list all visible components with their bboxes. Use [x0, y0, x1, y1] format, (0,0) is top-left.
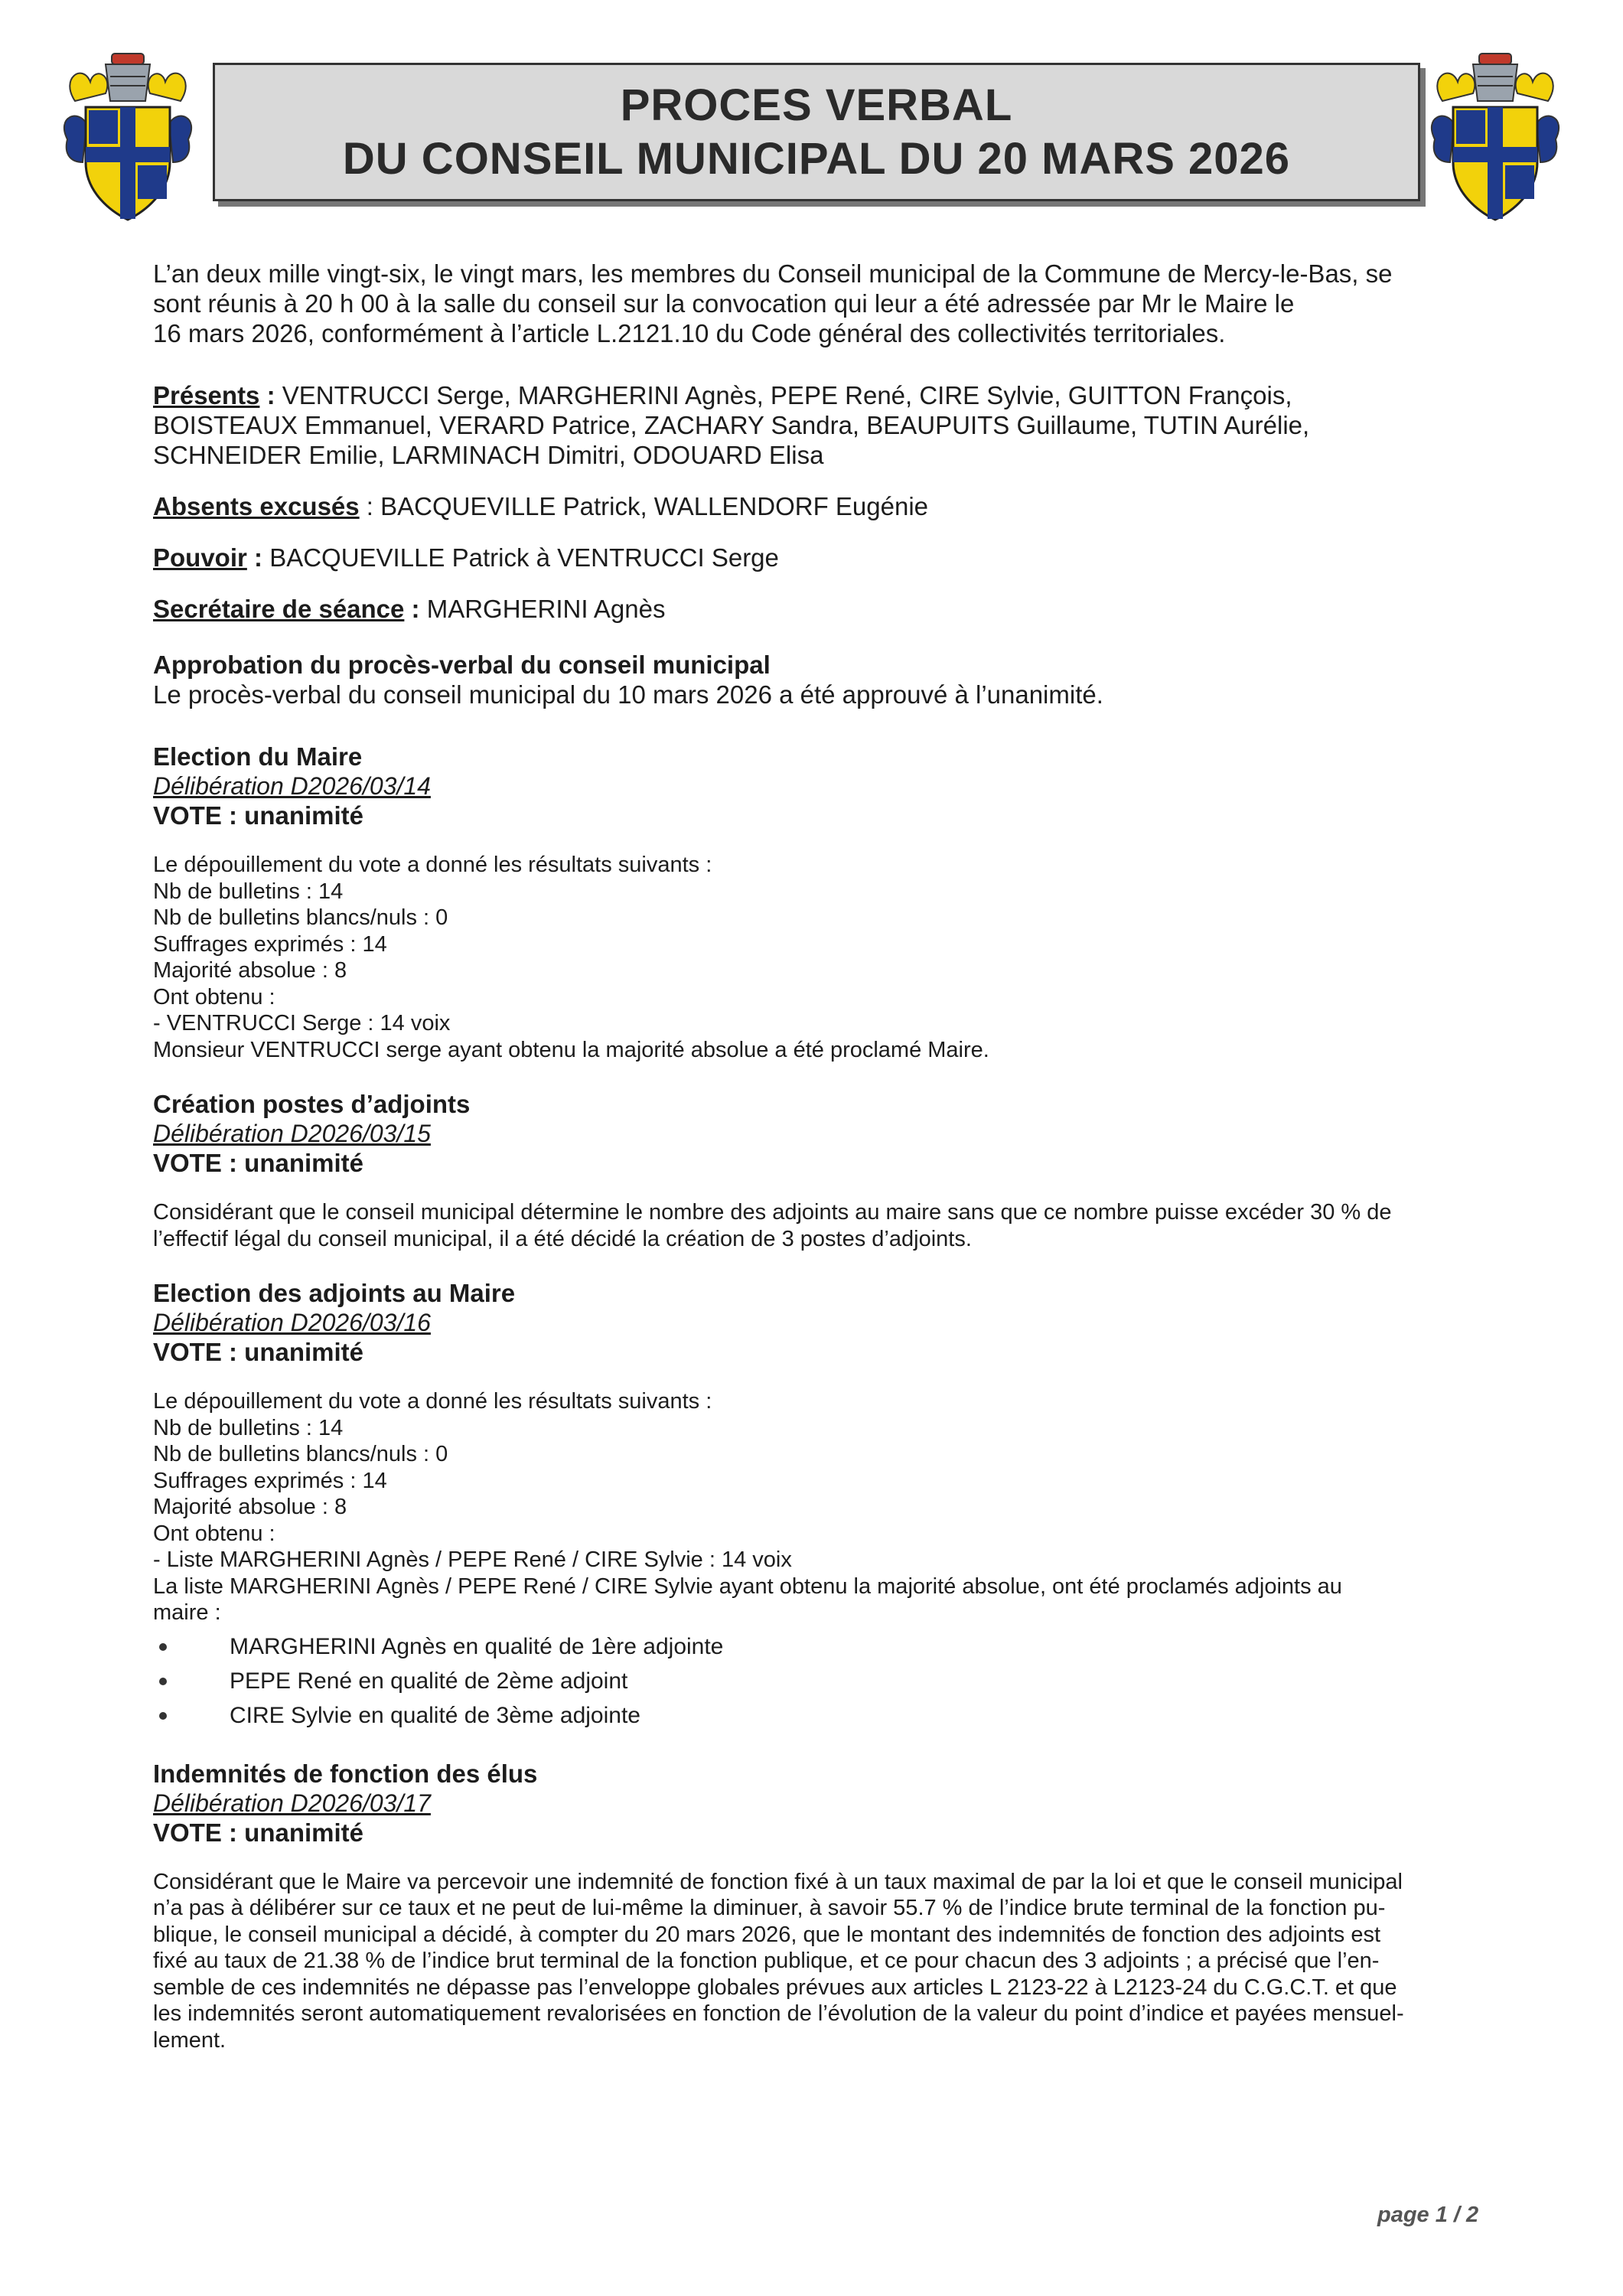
indemnites-vote: VOTE : unanimité	[153, 1818, 364, 1847]
intro-paragraph	[153, 259, 1530, 348]
result-line: Nb de bulletins blancs/nuls : 0	[153, 905, 448, 930]
pouvoir-label: Pouvoir	[153, 543, 247, 572]
coat-of-arms-left-icon	[60, 47, 196, 223]
absents-value: BACQUEVILLE Patrick, WALLENDORF Eugénie	[380, 492, 929, 520]
paragraph-line: Considérant que le conseil municipal détermine le nombre des adjoints au maire sans que ce nombre puisse excéder 30 % de	[153, 1200, 1392, 1225]
paragraph-line: l’effectif légal du conseil municipal, il a été décidé la création de 3 postes d’adjoints.	[153, 1226, 972, 1251]
indemnites-title: Indemnités de fonction des élus	[153, 1759, 538, 1788]
presents-block: Présents : VENTRUCCI Serge, MARGHERINI Agnès, PEPE René, CIRE Sylvie, GUITTON François, BOISTEAUX Emmanuel, VERARD Patrice, ZACHARY Sandra, BEAUPUITS Guillaume, TUTIN Aurélie, SCHNEIDER Emilie, LARMINACH Dimitri, ODOUARD Elisa	[153, 380, 1530, 470]
approbation-text: Le procès-verbal du conseil municipal du 10 mars 2026 a été approuvé à l’unanimité.	[153, 680, 1103, 709]
page-number: page 1 / 2	[1377, 2203, 1479, 2227]
result-line: Nb de bulletins blancs/nuls : 0	[153, 1442, 448, 1466]
election-maire-title: Election du Maire	[153, 742, 363, 771]
result-line: Majorité absolue : 8	[153, 1495, 347, 1519]
indemnites-text	[153, 1869, 1530, 2054]
presents-label: Présents	[153, 381, 260, 409]
result-line: Ont obtenu :	[153, 1521, 275, 1546]
paragraph-line: n’a pas à délibérer sur ce taux et ne peut de lui-même la diminuer, à savoir 55.7 % de l’indice brute terminal de la fonction pu-	[153, 1896, 1386, 1920]
election-maire-results	[153, 852, 1530, 1063]
paragraph-line: blique, le conseil municipal a décidé, à compter du 20 mars 2026, que le montant des indemnités de fonction des adjoints est	[153, 1922, 1381, 1947]
absents-block: Absents excusés : BACQUEVILLE Patrick, WALLENDORF Eugénie	[153, 492, 929, 520]
paragraph-line: fixé au taux de 21.38 % de l’indice brut terminal de la fonction publique, et ce pour chacun des 3 adjoints ; a précisé que l’en-	[153, 1949, 1380, 1973]
list-item: MARGHERINI Agnès en qualité de 1ère adjointe	[153, 1629, 1530, 1664]
list-item: PEPE René en qualité de 2ème adjoint	[153, 1664, 1530, 1698]
document-body	[153, 259, 1530, 2053]
intro-line: L’an deux mille vingt-six, le vingt mars, les membres du Conseil municipal de la Commune de Mercy-le-Bas, se	[153, 259, 1393, 288]
title-line-2: DU CONSEIL MUNICIPAL DU 20 MARS 2026	[342, 133, 1291, 184]
election-adjoints-deliberation: Délibération D2026/03/16	[153, 1309, 431, 1336]
title-box	[213, 63, 1420, 201]
creation-postes-text	[153, 1199, 1530, 1252]
adjoints-list	[153, 1629, 1530, 1733]
result-line: Suffrages exprimés : 14	[153, 931, 387, 957]
intro-line: 16 mars 2026, conformément à l’article L.2121.10 du Code général des collectivités territoriales.	[153, 319, 1226, 347]
election-maire-vote: VOTE : unanimité	[153, 801, 364, 830]
result-line: Nb de bulletins : 14	[153, 879, 344, 904]
election-adjoints-vote: VOTE : unanimité	[153, 1338, 364, 1366]
paragraph-line: lement.	[153, 2027, 227, 2053]
result-line: - VENTRUCCI Serge : 14 voix	[153, 1011, 451, 1035]
secretaire-block: Secrétaire de séance : MARGHERINI Agnès	[153, 595, 666, 623]
title-line-1: PROCES VERBAL	[620, 80, 1013, 130]
result-line: Le dépouillement du vote a donné les résultats suivants :	[153, 1389, 712, 1414]
result-line: maire :	[153, 1600, 221, 1625]
coat-of-arms-right-icon	[1427, 47, 1563, 223]
election-maire-deliberation: Délibération D2026/03/14	[153, 772, 431, 800]
presents-line: VENTRUCCI Serge, MARGHERINI Agnès, PEPE René, CIRE Sylvie, GUITTON François,	[282, 381, 1292, 409]
result-line: Suffrages exprimés : 14	[153, 1468, 387, 1493]
presents-line: BOISTEAUX Emmanuel, VERARD Patrice, ZACHARY Sandra, BEAUPUITS Guillaume, TUTIN Aurélie,	[153, 411, 1310, 439]
result-line: La liste MARGHERINI Agnès / PEPE René / CIRE Sylvie ayant obtenu la majorité absolue, ont été proclamés adjoints au	[153, 1574, 1342, 1599]
paragraph-line: les indemnités seront automatiquement revalorisées en fonction de l’évolution de la valeur du point d’indice et payées mensuel-	[153, 2001, 1404, 2026]
list-item: CIRE Sylvie en qualité de 3ème adjointe	[153, 1698, 1530, 1733]
intro-line: sont réunis à 20 h 00 à la salle du conseil sur la convocation qui leur a été adressée par Mr le Maire le	[153, 289, 1295, 318]
paragraph-line: semble de ces indemnités ne dépasse pas l’enveloppe globales prévues aux articles L 2123-22 à L2123-24 du C.G.C.T. et que	[153, 1975, 1397, 2000]
secretaire-label: Secrétaire de séance	[153, 595, 405, 623]
indemnites-deliberation: Délibération D2026/03/17	[153, 1789, 431, 1817]
result-line: Majorité absolue : 8	[153, 958, 347, 983]
election-adjoints-title: Election des adjoints au Maire	[153, 1279, 516, 1307]
pouvoir-value: BACQUEVILLE Patrick à VENTRUCCI Serge	[269, 543, 779, 572]
creation-postes-deliberation: Délibération D2026/03/15	[153, 1120, 431, 1147]
result-line: Nb de bulletins : 14	[153, 1415, 344, 1440]
result-line: Monsieur VENTRUCCI serge ayant obtenu la majorité absolue a été proclamé Maire.	[153, 1037, 989, 1062]
result-line: Le dépouillement du vote a donné les résultats suivants :	[153, 853, 712, 877]
result-line: Ont obtenu :	[153, 984, 275, 1009]
pouvoir-block: Pouvoir : BACQUEVILLE Patrick à VENTRUCCI Serge	[153, 543, 779, 572]
absents-label: Absents excusés	[153, 492, 360, 520]
paragraph-line: Considérant que le Maire va percevoir une indemnité de fonction fixé à un taux maximal de par la loi et que le conseil municipal	[153, 1869, 1403, 1894]
creation-postes-vote: VOTE : unanimité	[153, 1149, 364, 1177]
result-line: - Liste MARGHERINI Agnès / PEPE René / CIRE Sylvie : 14 voix	[153, 1548, 792, 1572]
approbation-title: Approbation du procès-verbal du conseil municipal	[153, 651, 771, 679]
election-adjoints-results	[153, 1388, 1530, 1626]
presents-line: SCHNEIDER Emilie, LARMINACH Dimitri, ODOUARD Elisa	[153, 441, 824, 469]
creation-postes-title: Création postes d’adjoints	[153, 1090, 471, 1118]
secretaire-value: MARGHERINI Agnès	[426, 595, 666, 623]
